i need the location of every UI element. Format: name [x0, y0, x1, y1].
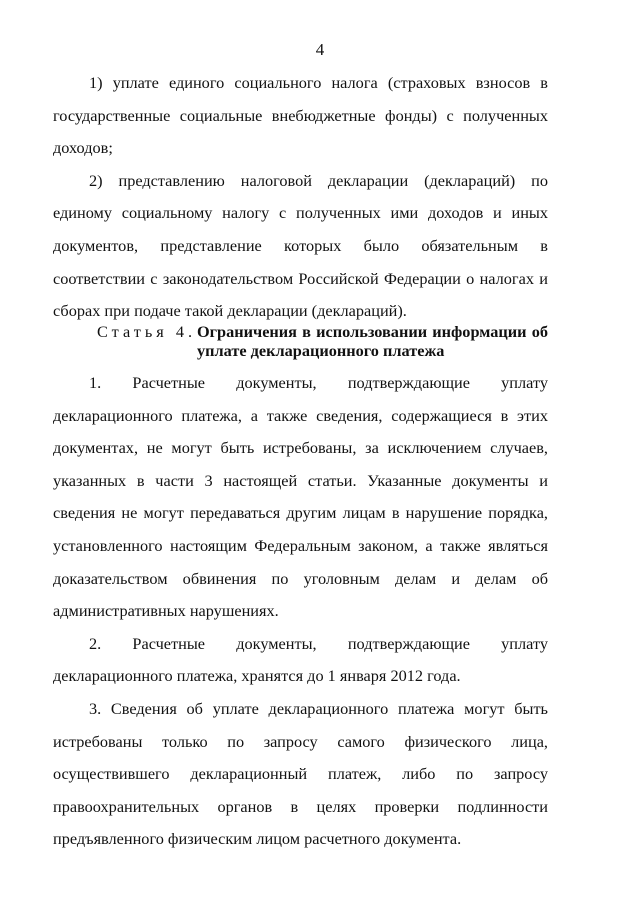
- intro-item-1: 1) уплате единого социального налога (страховых взносов в государственные социальные внебюджетные фонды) с полученных доходов;: [53, 73, 548, 158]
- article-paragraph-2: 2. Расчетные документы, подтверждающие уплату декларационного платежа, хранятся до 1 января 2012 года.: [53, 633, 548, 686]
- article-paragraph-1: 1. Расчетные документы, подтверждающие уплату декларационного платежа, а также сведения, содержащиеся в этих документах, не могут быть истребованы, за исключением случаев, указанных в части 3 настоящей статьи. Указанные документы и сведения не могут передаваться другим лицам в нарушение порядка, установленного настоящим Федеральным законом, а также являться доказательством обвинения по уголовным делам и делам об административных нарушениях.: [53, 373, 548, 621]
- page-number: 4: [315, 40, 325, 59]
- intro-item-2: 2) представлению налоговой декларации (деклараций) по единому социальному налогу с полученных ими доходов и иных документов, представление которых было обязательным в соответствии с законодательством Российской Федерации о налогах и сборах при подаче такой декларации (деклараций).: [53, 170, 548, 321]
- intro-list: [53, 67, 548, 328]
- article-title: Ограничения в использовании информации об уплате декларационного платежа: [197, 322, 548, 360]
- article-paragraph-3: 3. Сведения об уплате декларационного платежа могут быть истребованы только по запросу самого физического лица, осуществившего декларационный платеж, либо по запросу правоохранительных органов в целях проверки подлинности предъявленного физическим лицом расчетного документа.: [53, 698, 548, 849]
- article-body: [53, 367, 548, 856]
- article-label: Статья 4.: [97, 322, 197, 341]
